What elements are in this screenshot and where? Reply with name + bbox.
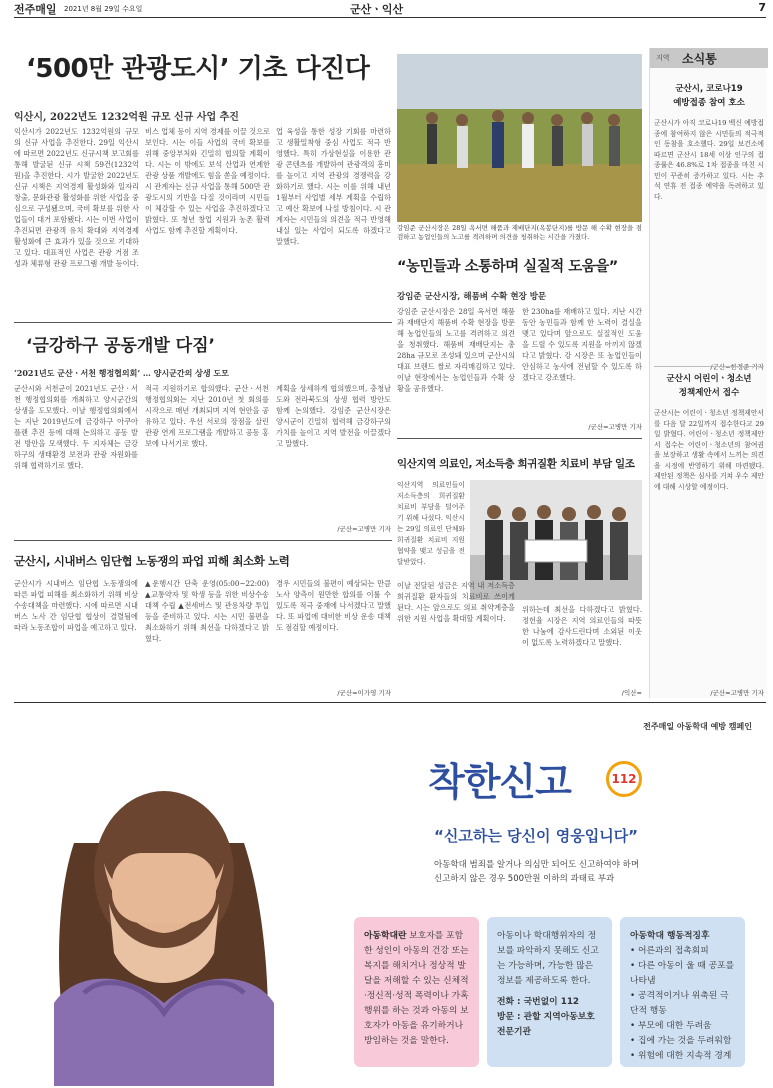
article5-rule [14, 540, 392, 541]
article3-headline: “농민들과 소통하며 실질적 도움을” [397, 259, 618, 275]
ad-signs-item: • 다른 아동이 울 때 공포를 나타냄 [630, 961, 735, 986]
farm-visit-photo [397, 54, 642, 222]
sidebar-label: 지역 [656, 54, 670, 62]
distressed-woman-illustration [14, 703, 324, 1086]
sidebar-item1-headline: 군산시, 코로나19 예방접종 참여 호소 [673, 84, 745, 108]
article1-col3: 업 육성을 통한 성장 기회를 마련하고 생활밀착형 중심 사업도 적극 반영했다. 특히 가상현실을 이용한 관광 콘텐츠를 개발하여 관광객의 흥미를 높이고 지역 관광의 경쟁력을 강화하기로 했다. 시는 이를 위해 내년 1월부터 사업별 세부 계획을 수립하고 예산 확보에 나설 방침이다. 시 관계자는 시민들의 의견을 적극 반영해 내실 있는 사업이 되도록 하겠다고 말했다. [276, 127, 391, 246]
article3-reporter: /군산=고병만 기자 [588, 423, 642, 431]
ad-box-definition-text: 보호자를 포함한 성인이 아동의 건강 또는 복지를 해치거나 정상적 발달을 저해할 수 있는 신체적·정신적·성적 폭력이나 가혹행위를 하는 것과 아동의 보호자가 아동을 유기하거나 방임하는 것을 말한다. [364, 931, 469, 1046]
article3-col2: 한 230ha를 재배하고 있다. 지난 시간 동안 농민들과 함께 한 노력이 결실을 맺고 있다며 앞으로도 실질적인 도움을 드릴 수 있도록 지원을 아끼지 않겠다고 밝혔다. 강 시장은 또 농업인들이 안심하고 농사에 전념할 수 있도록 하겠다고 강조했다. [522, 307, 642, 382]
article4-reporter: /익산= [621, 689, 642, 697]
article5-col1: 군산시가 시내버스 임단협 노동쟁의에 따른 파업 피해를 최소화하기 위해 비상수송대책을 마련했다. 시에 따르면 시내버스 노사 간 임단협 협상이 결렬됨에 따라 노동조합이 파업을 예고하고 있다. [14, 579, 138, 632]
ad-signs-item: • 위험에 대한 지속적 경계 [630, 1051, 732, 1061]
ad-box-definition-title: 아동학대란 [364, 931, 407, 941]
section-name: 군산ㆍ익산 [350, 3, 404, 16]
article5-col2: ▲운행시간 단축 운영(05:00~22:00) ▲교통약자 및 학생 등을 위한 비상수송대책 수립 ▲전세버스 및 관용차량 투입 등을 준비하고 있다. 시는 시민 불편을 최소화하기 위해 최선을 다하겠다고 밝혔다. [145, 579, 269, 643]
article2-reporter: /군산=고병만 기자 [337, 525, 391, 533]
article4-col3: 위하는데 최선을 다하겠다고 밝혔다. 정헌율 시장은 지역 의료인들의 따뜻한 나눔에 감사드린다며 소외된 이웃이 없도록 노력하겠다고 말했다. [522, 605, 642, 647]
sidebar-item1-reporter: /군산=한경준 기자 [710, 363, 764, 371]
ad-campaign: 전주매일 아동학대 예방 캠페인 [643, 722, 752, 731]
article1-col1: 익산시가 2022년도 1232억원의 규모의 신규 사업을 추진한다. 29일 익산시에 따르면 2022년도 신규시책 보고회를 통해 발굴된 신규 시책 59건(1232억원)을 추진한다. 시가 발굴한 2022년도 신규 시책은 지역경제 활성화와 일자리 창출, 문화관광 활성화를 위한 사업을 중심으로 구성됐으며, 국비 확보를 위한 사업들이 대거 포함됐다. 시는 이번 사업이 추진되면 관광객 유치 확대와 지역경제 활성화에 큰 효과가 있을 것으로 기대하고 있다. 대표적인 사업은 관광 거점 조성과 체류형 관광 프로그램 개발 등이다. [14, 127, 139, 268]
ad-box-signs-title: 아동학대 행동적징후 [630, 931, 710, 941]
ad-box-signs [620, 917, 745, 1067]
article2-col3: 계획을 상세하게 협의했으며, 충청남도와 전라북도의 상생 협력 방안도 함께 논의했다. 강임준 군산시장은 양시군이 긴밀히 협력해 금강하구의 가치를 높이고 지역 발전을 이끌겠다고 말했다. [276, 384, 391, 448]
sidebar-divider [654, 366, 764, 367]
ad-description: 아동학대 범죄를 알거나 의심만 되어도 신고하여야 하며 신고하지 않은 경우 500만원 이하의 과태료 부과 [434, 860, 640, 884]
page-number: 7 [758, 1, 766, 14]
ad-logo-text: 착한신고 [428, 760, 571, 804]
sidebar-item1-body: 군산시가 아직 코로나19 백신 예방접종에 참여하지 않은 시민들의 적극적인 동참을 호소했다. 29일 보건소에 따르면 군산시 18세 이상 인구의 접종률은 46.8%로 1차 접종을 마친 시민이 꾸준히 증가하고 있다. 시는 추석 연휴 전 접종 예약을 독려하고 있다. [654, 119, 764, 201]
masthead [14, 0, 766, 18]
issue-date: 2021년 8월 29일 수요일 [64, 5, 143, 13]
sidebar-item2-body: 군산시는 어린이ㆍ청소년 정책제안서를 다음 달 22일까지 접수한다고 29일 밝혔다. 어린이ㆍ청소년 정책제안서 접수는 어린이ㆍ청소년의 참여권을 보장하고 생활 속에서 느끼는 의견을 시정에 반영하기 위해 마련됐다. 제안된 정책은 심사를 거쳐 우수 제안에 대해 시상할 예정이다. [654, 409, 764, 491]
ad-box-report-visit: 방문 : 관할 지역아동보호 전문기관 [497, 1012, 595, 1037]
ad-signs-item: • 부모에 대한 두려움 [630, 1021, 712, 1031]
article5-headline: 군산시, 시내버스 임단협 노동쟁의 파업 피해 최소화 노력 [14, 554, 290, 568]
article2-col1: 군산시와 서천군이 2021년도 군산ㆍ서천 행정협의회를 개최하고 양시군간의 상생을 도모했다. 이날 행정협의회에서는 지난 2019년도에 금강하구 아쿠아플랜 추진 등에 대해 논의하고 공동 발전 방안을 모색했다. 두 지자체는 금강하구의 생태환경 보전과 관광 자원화를 위해 협력하기로 했다. [14, 384, 138, 470]
ad-slogan: “신고하는 당신이 영웅입니다” [434, 827, 639, 845]
ad-logo [428, 751, 678, 815]
ad-box-report-text: 아동이나 학대행위자의 정보를 파악하지 못해도 신고는 가능하며, 가능한 많은 정보를 제공하도록 한다. [497, 931, 599, 986]
ad-signs-item: • 집에 가는 것을 두려워함 [630, 1036, 732, 1046]
article4-headline: 익산지역 의료인, 저소득층 희귀질환 치료비 부담 일조 [397, 458, 635, 470]
ad-box-definition [354, 917, 479, 1067]
ad-box-report-tel: 전화 : 국번없이 112 [497, 997, 580, 1007]
ad-box-report [487, 917, 612, 1067]
article2-col2: 적극 지원하기로 합의했다. 군산ㆍ서천 행정협의회는 지난 2010년 첫 회의를 시작으로 매년 개최되며 지역 현안을 공유하고 있다. 우선 서로의 장점을 살린 관광 연계 프로그램을 개발하고 공동 홍보에 나서기로 했다. [145, 384, 269, 448]
paper-name: 전주매일 [14, 3, 57, 16]
article4-col1: 익산지역 의료인들이 저소득층의 희귀질환 치료비 부담을 덜어주기 위해 나섰다. 익산시는 29일 의료인 단체와 희귀질환 치료비 지원 협약을 맺고 성금을 전달받았다. [397, 481, 465, 566]
article3-col1: 강임준 군산시장은 28일 옥서면 해품과 재배단지 해품벼 수확 현장을 방문해 농업인들의 노고를 격려하고 의견을 청취했다. 해품벼 재배단지는 총 28ha 규모로 조성돼 있으며 군산시의 대표 브랜드 쌀로 자리매김하고 있다. 이날 현장에서는 농업인들과 수확 상황을 공유했다. [397, 307, 515, 393]
article5-reporter: /군산=이가영 기자 [337, 689, 391, 697]
article2-headline: ‘금강하구 공동개발 다짐’ [26, 336, 215, 356]
ad-logo-badge: 112 [606, 761, 642, 797]
sidebar [649, 48, 767, 698]
article1-col2: 비스 업체 등이 지역 경제를 이끌 것으로 보인다. 시는 이들 사업의 국비 확보를 위해 중앙부처와 긴밀히 협의할 계획이다. 시는 이 밖에도 보석 산업과 연계한 관광 상품 개발에도 힘을 쏟을 예정이다. 시 관계자는 신규 사업을 통해 500만 관광도시의 기반을 다질 것이라며 시민들이 체감할 수 있는 사업을 추진하겠다고 밝혔다. 또 청년 창업 지원과 농촌 활력 사업도 함께 추진할 계획이다. [145, 127, 270, 235]
farm-visit-illustration [397, 54, 642, 222]
ad-signs-item: • 어른과의 접촉회피 [630, 946, 709, 956]
article3-subhead: 강임준 군산시장, 해품벼 수확 현장 방문 [397, 292, 547, 302]
sidebar-item2-reporter: /군산=고병만 기자 [710, 689, 764, 697]
article1-subhead: 익산시, 2022년도 1232억원 규모 신규 사업 추진 [14, 112, 239, 123]
article4-rule [397, 438, 642, 439]
article2-rule [14, 322, 392, 323]
article5-col3: 경우 시민들의 불편이 예상되는 만큼 노사 양측이 원만한 합의를 이룰 수 있도록 적극 중재에 나서겠다고 말했다. 또 파업에 대비한 비상 운송 대책도 점검할 예정이다. [276, 579, 391, 632]
article1-headline: ‘500만 관광도시’ 기초 다진다 [26, 54, 370, 84]
article4-col2: 이날 전달된 성금은 지역 내 저소득층 희귀질환 환자들의 치료비로 쓰이게 된다. 시는 앞으로도 의료 취약계층을 위한 지원 사업을 확대할 계획이다. [397, 581, 515, 623]
article2-subhead: ‘2021년도 군산ㆍ서천 행정협의회’ … 양시군간의 상생 도모 [14, 368, 229, 378]
ad-signs-item: • 공격적이거나 위축된 극단적 행동 [630, 991, 729, 1016]
ad-panel [14, 702, 766, 1086]
sidebar-item2-headline: 군산시 어린이ㆍ청소년 정책제안서 접수 [666, 374, 752, 398]
sidebar-title: 소식통 [682, 52, 717, 66]
photo-caption: 강임준 군산시장은 28일 옥서면 해품과 재배단지(옥봉단지)를 방문 해 수확 현장을 점검하고 농업인들의 노고를 격려하며 의견을 청취하는 시간을 가졌다. [397, 224, 642, 241]
sidebar-header [650, 48, 768, 68]
